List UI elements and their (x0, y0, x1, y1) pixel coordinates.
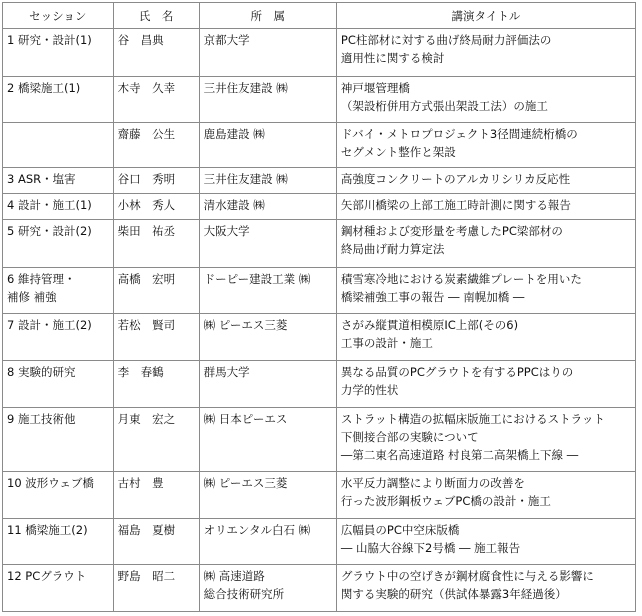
name-line: 木寺 久幸 (117, 80, 176, 95)
session-cell (3, 407, 114, 471)
title-line: セグメント整作と架設 (340, 145, 456, 160)
session-line: 補修 補強 (7, 289, 57, 304)
name-cell (113, 407, 199, 471)
table-row (3, 76, 636, 123)
name-cell (113, 518, 199, 565)
name-line: 若松 賢司 (117, 318, 176, 333)
affiliation-cell (199, 219, 336, 267)
session-line: 6 維持管理・ (7, 271, 76, 286)
title-line: 積雪寒冷地における炭素繊維プレートを用いた (340, 271, 582, 286)
program-table (2, 2, 636, 612)
session-cell (3, 167, 114, 193)
name-line: 福島 夏樹 (117, 522, 176, 537)
affiliation-line: オリエンタル白石 ㈱ (203, 522, 311, 537)
title-line: 工事の設計・施工 (340, 336, 433, 351)
name-cell (113, 565, 199, 612)
table-row (3, 219, 636, 267)
affiliation-line: ㈱ ピーエス三菱 (203, 318, 288, 333)
name-line: 月東 宏之 (117, 411, 176, 426)
session-line: 8 実験的研究 (7, 364, 76, 379)
title-line: ドバイ・メトロプロジェクト3径間連続桁橋の (340, 127, 578, 142)
session-cell (3, 360, 114, 407)
session-line: 5 研究・設計(2) (7, 223, 92, 238)
name-cell (113, 29, 199, 77)
affiliation-line: 京都大学 (203, 33, 250, 47)
name-line: 齋藤 公生 (117, 127, 176, 142)
affiliation-line: 総合技術研究所 (203, 587, 285, 602)
table-row (3, 167, 636, 193)
title-line: PC柱部材に対する曲げ終局耐力評価法の (340, 33, 552, 47)
affiliation-line: 大阪大学 (203, 223, 250, 238)
affiliation-cell (199, 167, 336, 193)
title-line: 水平反力調整により断面力の改善を (340, 475, 525, 490)
affiliation-line: ㈱ ピーエス三菱 (203, 475, 288, 490)
title-cell (336, 314, 635, 361)
header-session: セッション (3, 3, 114, 29)
session-cell (3, 76, 114, 123)
affiliation-cell (199, 76, 336, 123)
affiliation-line: ドーピー建設工業 ㈱ (203, 271, 311, 286)
header-row (3, 3, 636, 29)
table-row (3, 314, 636, 361)
title-line: 力学的性状 (340, 382, 399, 397)
session-line: 3 ASR・塩害 (7, 171, 76, 186)
title-line: 橋梁補強工事の報告 ― 南幌加橋 ― (340, 289, 525, 304)
affiliation-cell (199, 267, 336, 314)
title-cell (336, 518, 635, 565)
name-line: 高橋 宏明 (117, 271, 176, 286)
session-line: 4 設計・施工(1) (7, 197, 92, 212)
header-name: 氏 名 (113, 3, 199, 29)
affiliation-cell (199, 518, 336, 565)
affiliation-line: ㈱ 高速道路 (203, 569, 265, 584)
table-row (3, 518, 636, 565)
table-row (3, 407, 636, 471)
title-line: 広幅員のPC中空床版橋 (340, 522, 460, 537)
session-line: 1 研究・設計(1) (7, 33, 92, 47)
name-cell (113, 76, 199, 123)
title-line: 行った波形鋼板ウェブPC橋の設計・施工 (340, 493, 551, 508)
affiliation-cell (199, 360, 336, 407)
title-line: 鋼材種および変形量を考慮したPC梁部材の (340, 223, 563, 238)
name-line: 野島 昭二 (117, 569, 176, 584)
affiliation-line: 三井住友建設 ㈱ (203, 80, 288, 95)
title-cell (336, 123, 635, 168)
title-cell (336, 565, 635, 612)
session-cell (3, 29, 114, 77)
session-cell (3, 565, 114, 612)
name-cell (113, 471, 199, 518)
title-line: 高強度コンクリートのアルカリシリカ反応性 (340, 171, 571, 186)
table-row (3, 565, 636, 612)
title-cell (336, 76, 635, 123)
table-row (3, 29, 636, 77)
table-row (3, 123, 636, 168)
title-line: さがみ縦貫道相模原IC上部(その6) (340, 318, 519, 333)
title-line: 関する実験的研究（供試体暴露3年経過後） (340, 587, 567, 602)
title-line: ストラット構造の拡幅床版施工におけるストラット (340, 411, 605, 426)
header-title: 講演タイトル (336, 3, 635, 29)
table-row (3, 471, 636, 518)
session-cell (3, 219, 114, 267)
session-cell (3, 267, 114, 314)
title-line: 下側接合部の実験について (340, 429, 479, 444)
affiliation-cell (199, 407, 336, 471)
affiliation-line: ㈱ 日本ピーエス (203, 411, 288, 426)
name-cell (113, 123, 199, 168)
title-cell (336, 167, 635, 193)
session-line: 10 波形ウェブ橋 (7, 475, 94, 490)
session-line: 2 橋梁施工(1) (7, 80, 81, 95)
name-line: 柴田 祐丞 (117, 223, 176, 238)
title-line: グラウト中の空げきが鋼材腐食性に与える影響に (340, 569, 594, 584)
title-line: 異なる品質のPCグラウトを有するPPCはりの (340, 364, 574, 379)
session-line: 12 PCグラウト (7, 569, 87, 584)
title-cell (336, 29, 635, 77)
affiliation-cell (199, 565, 336, 612)
title-cell (336, 193, 635, 219)
name-line: 谷口 秀明 (117, 171, 176, 186)
session-cell (3, 314, 114, 361)
title-line: （架設桁併用方式張出架設工法）の施工 (340, 98, 548, 113)
title-line: 神戸堰管理橋 (340, 80, 410, 95)
name-cell (113, 314, 199, 361)
name-cell (113, 219, 199, 267)
session-cell (3, 471, 114, 518)
session-line: 7 設計・施工(2) (7, 318, 92, 333)
name-line: 古村 豊 (117, 475, 164, 490)
table-row (3, 193, 636, 219)
session-cell (3, 193, 114, 219)
session-line: 9 施工技術他 (7, 411, 76, 426)
affiliation-cell (199, 314, 336, 361)
name-line: 李 春鶴 (117, 364, 164, 379)
name-cell (113, 267, 199, 314)
name-cell (113, 193, 199, 219)
affiliation-line: 清水建設 ㈱ (203, 197, 265, 212)
session-line: 11 橋梁施工(2) (7, 522, 88, 537)
title-cell (336, 267, 635, 314)
name-cell (113, 167, 199, 193)
header-affiliation: 所 属 (199, 3, 336, 29)
affiliation-cell (199, 471, 336, 518)
title-cell (336, 219, 635, 267)
affiliation-line: 鹿島建設 ㈱ (203, 127, 265, 142)
name-line: 小林 秀人 (117, 197, 176, 212)
title-line: 適用性に関する検討 (340, 51, 445, 65)
affiliation-line: 群馬大学 (203, 364, 250, 379)
session-cell (3, 123, 114, 168)
affiliation-line: 三井住友建設 ㈱ (203, 171, 288, 186)
affiliation-cell (199, 29, 336, 77)
title-line: ―第二東名高速道路 村良第二高架橋上下線 ― (340, 447, 579, 462)
title-line: 矢部川橋梁の上部工施工時計測に関する報告 (340, 197, 571, 212)
session-cell (3, 518, 114, 565)
title-cell (336, 360, 635, 407)
title-line: 終局曲げ耐力算定法 (340, 241, 445, 256)
title-line: ― 山脇大谷線下2号橋 ― 施工報告 (340, 540, 521, 555)
table-row (3, 267, 636, 314)
affiliation-cell (199, 123, 336, 168)
affiliation-cell (199, 193, 336, 219)
name-cell (113, 360, 199, 407)
name-line: 谷 昌典 (117, 33, 164, 47)
table-row (3, 360, 636, 407)
title-cell (336, 407, 635, 471)
title-cell (336, 471, 635, 518)
